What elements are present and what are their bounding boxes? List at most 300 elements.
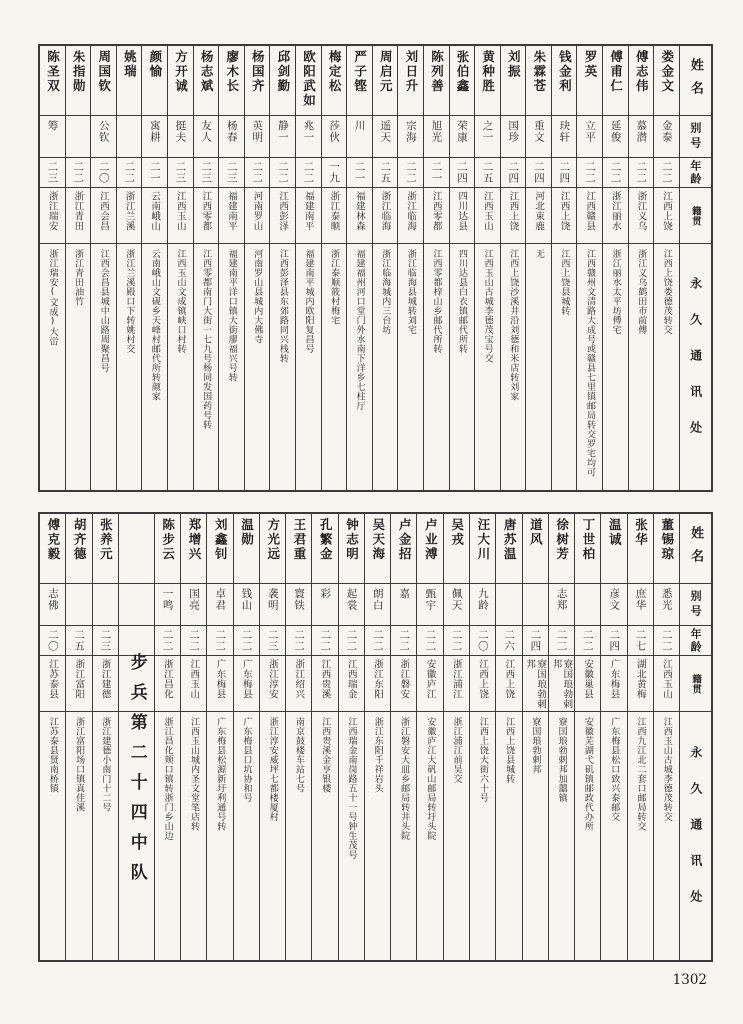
native-text: 江西零都: [200, 191, 212, 231]
native-text: 江西上饶: [477, 659, 489, 699]
address-text: 福建福州河口堂门外水南下洋乡七柱厅: [354, 249, 365, 411]
age-cell: [575, 626, 600, 656]
native-text: 江西玉山: [660, 659, 672, 699]
address-text: 南京鼓楼车站七号: [294, 717, 304, 793]
person-column: [65, 46, 91, 490]
native-text: 云南峨山: [149, 191, 161, 231]
age-cell: [260, 626, 285, 656]
address-cell: [470, 712, 495, 960]
native-cell: [40, 656, 65, 712]
person-column: [525, 46, 551, 490]
native-cell: [339, 656, 364, 712]
person-column: [40, 46, 65, 490]
name-text: 姚瑞: [122, 50, 138, 79]
name-cell: [40, 514, 65, 584]
native-text: 江西玉山: [481, 191, 493, 231]
native-cell: [234, 656, 259, 712]
address-cell: [575, 712, 600, 960]
native-cell: [312, 656, 337, 712]
name-cell: [628, 514, 653, 584]
name-cell: [322, 46, 347, 116]
native-text: 浙江瑞安: [46, 191, 58, 231]
name-cell: [66, 46, 91, 116]
person-column: [244, 46, 270, 490]
native-text: 安徽巢县: [582, 659, 594, 699]
age-cell: [628, 626, 653, 656]
age-text: 二二: [555, 629, 568, 652]
address-text: 江苏泰县贤南桥镇: [47, 717, 58, 793]
alias-text: 挺夫: [174, 120, 187, 143]
address-text: 江西赣州文清路大成号或赣县七里镇邮局转交罗宅均可: [585, 249, 596, 477]
age-text: 二二: [302, 161, 315, 184]
name-cell: [552, 46, 577, 116]
native-cell: [496, 656, 521, 712]
native-cell: [117, 188, 142, 244]
name-cell: [93, 514, 118, 584]
native-cell: [444, 656, 469, 712]
native-text: 江西彭泽: [277, 191, 289, 231]
native-cell: [322, 188, 347, 244]
age-cell: [496, 626, 521, 656]
address-text: 江西零都梓山乡邮代所转: [431, 249, 442, 354]
row-label-name-text: 姓名: [688, 525, 704, 572]
native-text: 寮国琅勃剌邦: [524, 659, 547, 709]
native-cell: [40, 188, 65, 244]
native-text: 河南罗山: [251, 191, 263, 231]
age-text: 二四: [529, 629, 542, 652]
age-text: 二三: [46, 161, 59, 184]
age-text: 二三: [225, 161, 238, 184]
row-label-native-text: 籍贯: [689, 205, 701, 226]
native-text: 浙江兰溪: [123, 191, 135, 231]
alias-cell: [270, 116, 295, 158]
divider-name-cell: [119, 514, 154, 584]
address-text: 寮国琅勃剌邦: [530, 717, 541, 774]
name-text: 杨志斌: [199, 50, 215, 94]
alias-text: 朗白: [371, 588, 384, 611]
person-column: [522, 514, 548, 960]
age-cell: [549, 626, 574, 656]
alias-cell: [40, 116, 65, 158]
native-cell: [373, 188, 398, 244]
address-text: 浙江丽水太平坊傅宅: [610, 249, 621, 335]
address-text: 江西上饶县城转: [559, 249, 570, 316]
age-cell: [181, 626, 206, 656]
native-cell: [91, 188, 116, 244]
age-text: 二二: [293, 629, 305, 652]
name-text: 丁世柏: [580, 518, 596, 562]
address-text: 福建南平洋口镇大街廖福兴号转: [226, 249, 237, 382]
native-text: 广东梅县: [214, 659, 226, 699]
alias-text: 公钦: [97, 120, 110, 143]
person-column: [548, 514, 574, 960]
age-cell: [142, 158, 167, 188]
age-cell: [155, 626, 180, 656]
alias-cell: [577, 116, 602, 158]
address-text: 江西玉山古城李德茂转交: [661, 717, 672, 822]
address-cell: [286, 712, 311, 960]
name-cell: [603, 46, 628, 116]
row-label-alias: [680, 116, 711, 158]
address-cell: [312, 712, 337, 960]
address-cell: [91, 244, 116, 490]
address-text: 广东梅县松口致兴泰邮交: [609, 717, 620, 822]
address-cell: [66, 244, 91, 490]
name-text: 刘鑫钊: [213, 518, 229, 562]
native-cell: [155, 656, 180, 712]
address-cell: [417, 712, 442, 960]
alias-text: 莎伙: [328, 120, 341, 143]
alias-text: 兆一: [302, 120, 315, 143]
alias-cell: [117, 116, 142, 158]
name-text: 陈圣双: [45, 50, 61, 94]
name-cell: [347, 46, 372, 116]
person-column: [495, 514, 521, 960]
alias-cell: [91, 116, 116, 158]
native-cell: [629, 188, 654, 244]
age-text: 二一: [148, 161, 161, 184]
unit-divider-column: [118, 514, 154, 960]
address-text: 四川达县白衣镇邮代所转: [457, 249, 468, 354]
age-text: 一九: [328, 161, 341, 184]
registry-table-top: [38, 44, 713, 492]
name-text: 杨国齐: [250, 50, 266, 94]
row-label-age: [680, 158, 711, 188]
address-text: 浙江东阳千祥岩头: [372, 717, 383, 793]
person-column: [397, 46, 423, 490]
name-cell: [577, 46, 602, 116]
row-label-alias-text: 别号: [689, 589, 703, 620]
age-text: 二五: [481, 161, 494, 184]
name-text: 吴天海: [370, 518, 386, 562]
native-text: 江西玉山: [174, 191, 186, 231]
address-cell: [155, 712, 180, 960]
name-text: 欧阳武如: [301, 50, 317, 108]
address-cell: [654, 244, 679, 490]
age-text: 二四: [456, 161, 469, 184]
age-text: 二二: [319, 629, 332, 652]
age-cell: [391, 626, 416, 656]
age-cell: [286, 626, 311, 656]
native-cell: [270, 188, 295, 244]
address-cell: [234, 712, 259, 960]
age-cell: [654, 158, 679, 188]
name-cell: [155, 514, 180, 584]
person-column: [653, 46, 679, 490]
age-cell: [117, 158, 142, 188]
address-cell: [373, 244, 398, 490]
name-text: 罗英: [583, 50, 599, 79]
alias-text: 佩天: [450, 588, 463, 611]
alias-text: 悉光: [660, 588, 673, 611]
native-cell: [391, 656, 416, 712]
person-column: [90, 46, 116, 490]
name-text: 刘日升: [403, 50, 419, 94]
alias-text: 立平: [584, 120, 597, 143]
address-cell: [93, 712, 118, 960]
address-cell: [347, 244, 372, 490]
native-text: 浙江丽水: [609, 191, 621, 231]
address-cell: [629, 244, 654, 490]
native-text: 浙江富阳: [73, 659, 85, 699]
person-column: [576, 46, 602, 490]
native-text: 湖北黄梅: [634, 659, 646, 699]
address-cell: [577, 244, 602, 490]
alias-text: 宗海: [404, 120, 417, 143]
age-text: 二二: [450, 629, 463, 652]
alias-cell: [601, 584, 626, 626]
address-text: 浙江泰顺筱村梅宅: [329, 249, 340, 325]
alias-text: 国亮: [187, 588, 200, 611]
age-cell: [40, 626, 65, 656]
address-cell: [450, 244, 475, 490]
alias-text: 川: [353, 120, 366, 132]
address-text: 江西九江北二套口邮局转交: [635, 717, 646, 831]
age-cell: [424, 158, 449, 188]
name-cell: [470, 514, 495, 584]
age-text: 二五: [73, 629, 86, 652]
name-cell: [398, 46, 423, 116]
row-label-native: [680, 656, 711, 712]
name-cell: [40, 46, 65, 116]
alias-text: 钱山: [240, 588, 253, 611]
name-text: 周国钦: [96, 50, 112, 94]
name-cell: [391, 514, 416, 584]
address-text: 江西零都南门大街一七九号杨同发国药号转: [201, 249, 212, 430]
name-cell: [365, 514, 390, 584]
address-text: 安徽庐江大矾山邮局转圩头院: [425, 717, 436, 841]
age-text: 二七: [634, 629, 647, 652]
age-cell: [207, 626, 232, 656]
person-column: [206, 514, 232, 960]
address-text: 浙江瑞安(文成)大峃: [47, 249, 58, 346]
age-text: 二〇: [46, 629, 59, 652]
native-cell: [470, 656, 495, 712]
age-cell: [245, 158, 270, 188]
native-cell: [194, 188, 219, 244]
age-cell: [66, 626, 91, 656]
name-text: 方开诚: [173, 50, 189, 94]
native-cell: [142, 188, 167, 244]
age-text: 二二: [424, 629, 437, 652]
person-column: [338, 514, 364, 960]
alias-text: 卓君: [214, 588, 227, 611]
address-text: 江西玉山城内圣文堂笔店转: [188, 717, 199, 831]
native-text: 浙江昌化: [161, 659, 173, 699]
alias-text: 英明: [251, 120, 264, 143]
native-text: 寮国琅勃剌邦: [550, 659, 573, 709]
name-text: 傅志伟: [634, 50, 650, 94]
name-text: 钱金利: [557, 50, 573, 94]
address-text: 江西上饶大街六十号: [477, 717, 488, 803]
native-text: 广东梅县: [608, 659, 620, 699]
name-cell: [496, 514, 521, 584]
native-cell: [168, 188, 193, 244]
address-text: 江西上饶娄德茂转交: [661, 249, 672, 335]
alias-cell: [475, 116, 500, 158]
address-text: 浙江淳安威坪七都楼厦村: [267, 717, 278, 822]
alias-cell: [450, 116, 475, 158]
name-text: 邱剑勤: [275, 50, 291, 94]
age-text: 二四: [558, 161, 571, 184]
alias-text: 庶华: [634, 588, 647, 611]
age-cell: [373, 158, 398, 188]
name-cell: [168, 46, 193, 116]
alias-cell: [526, 116, 551, 158]
native-cell: [501, 188, 526, 244]
native-cell: [549, 656, 574, 712]
age-text: 二二: [240, 629, 253, 652]
native-text: 四川达县: [456, 191, 468, 231]
name-text: 钟志明: [344, 518, 360, 562]
native-text: 江西玉山: [188, 659, 200, 699]
native-cell: [296, 188, 321, 244]
name-cell: [601, 514, 626, 584]
alias-text: 彩: [319, 588, 332, 600]
address-text: 安徽芜湖弋矶镇邮政代办所: [582, 717, 593, 831]
person-column: [141, 46, 167, 490]
native-text: 安徽庐江: [424, 659, 436, 699]
address-text: 江西上饶沙溪井沿刘德和米店转刘家: [508, 249, 519, 401]
name-text: 唐苏温: [502, 518, 518, 562]
page-number: 1302: [672, 972, 707, 988]
address-text: 浙江青田油竹: [73, 249, 84, 306]
alias-cell: [322, 116, 347, 158]
name-text: 刘振: [506, 50, 522, 79]
alias-cell: [66, 116, 91, 158]
name-text: 周启元: [378, 50, 394, 94]
native-text: 浙江建德: [99, 659, 111, 699]
alias-text: 静一: [276, 120, 289, 143]
native-cell: [245, 188, 270, 244]
alias-cell: [142, 116, 167, 158]
alias-text: 志佛: [46, 588, 59, 611]
row-label-name-text: 姓名: [687, 57, 703, 104]
age-cell: [450, 158, 475, 188]
age-cell: [475, 158, 500, 188]
row-label-name: [680, 46, 711, 116]
name-cell: [234, 514, 259, 584]
name-cell: [207, 514, 232, 584]
name-cell: [142, 46, 167, 116]
name-cell: [373, 46, 398, 116]
age-text: 二二: [635, 161, 648, 184]
person-column: [653, 514, 679, 960]
age-text: 二六: [503, 629, 516, 652]
name-cell: [444, 514, 469, 584]
name-text: 道风: [528, 518, 544, 547]
age-cell: [603, 158, 628, 188]
row-label-address-text: 永久通讯处: [688, 746, 703, 926]
name-cell: [245, 46, 270, 116]
age-cell: [365, 626, 390, 656]
native-text: 浙江磐安: [398, 659, 410, 699]
native-text: 浙江义乌: [635, 191, 647, 231]
person-column: [627, 514, 653, 960]
person-column: [443, 514, 469, 960]
address-cell: [365, 712, 390, 960]
alias-cell: [654, 584, 679, 626]
address-text: 广东梅县口坑协和号: [241, 717, 252, 803]
age-text: 二二: [404, 161, 417, 184]
age-cell: [339, 626, 364, 656]
person-column: [154, 514, 180, 960]
age-cell: [296, 158, 321, 188]
name-cell: [523, 514, 548, 584]
row-label-native-text: 籍贯: [690, 673, 702, 694]
name-text: 廖木长: [224, 50, 240, 94]
name-cell: [501, 46, 526, 116]
native-text: 江西上饶: [661, 191, 673, 231]
address-cell: [444, 712, 469, 960]
age-text: 二二: [398, 629, 411, 652]
address-cell: [245, 244, 270, 490]
native-text: 江西上饶: [558, 191, 570, 231]
name-text: 孔繁金: [318, 518, 334, 562]
age-cell: [322, 158, 347, 188]
alias-cell: [168, 116, 193, 158]
age-cell: [347, 158, 372, 188]
alias-cell: [424, 116, 449, 158]
alias-text: 玦轩: [558, 120, 571, 143]
alias-cell: [391, 584, 416, 626]
age-cell: [40, 158, 65, 188]
age-cell: [654, 626, 679, 656]
person-column: [416, 514, 442, 960]
age-cell: [312, 626, 337, 656]
address-text: 浙江浦江前吴交: [451, 717, 462, 784]
person-column: [449, 46, 475, 490]
name-cell: [339, 514, 364, 584]
age-text: 二二: [214, 629, 227, 652]
age-cell: [168, 158, 193, 188]
address-cell: [391, 712, 416, 960]
unit-name-text: 步兵第二十四中队: [126, 653, 147, 893]
native-text: 江西贵溪: [319, 659, 331, 699]
address-cell: [552, 244, 577, 490]
address-cell: [142, 244, 167, 490]
age-text: 二二: [345, 629, 358, 652]
native-text: 河北束鹿: [533, 191, 545, 231]
name-cell: [654, 514, 679, 584]
native-cell: [575, 656, 600, 712]
address-text: 河南罗山县城内大佛寺: [252, 249, 263, 344]
alias-text: 旭光: [430, 120, 443, 143]
name-text: 吴戎: [449, 518, 465, 547]
row-label-age: [680, 626, 711, 656]
address-text: 浙江义乌鹤田市前傅: [636, 249, 647, 335]
address-cell: [66, 712, 91, 960]
name-text: 黄种胜: [480, 50, 496, 94]
alias-cell: [207, 584, 232, 626]
native-text: 浙江泰顺: [328, 191, 340, 231]
address-cell: [260, 712, 285, 960]
name-cell: [194, 46, 219, 116]
address-cell: [523, 712, 548, 960]
alias-text: 彦文: [608, 588, 621, 611]
name-cell: [549, 514, 574, 584]
name-cell: [654, 46, 679, 116]
address-text: 浙江临海县城转刘宅: [405, 249, 416, 335]
name-text: 卢业溥: [423, 518, 439, 562]
person-column: [574, 514, 600, 960]
person-column: [311, 514, 337, 960]
alias-text: 之一: [481, 120, 494, 143]
alias-text: 起裳: [345, 588, 358, 611]
address-cell: [270, 244, 295, 490]
native-cell: [450, 188, 475, 244]
native-text: 福建南平: [225, 191, 237, 231]
